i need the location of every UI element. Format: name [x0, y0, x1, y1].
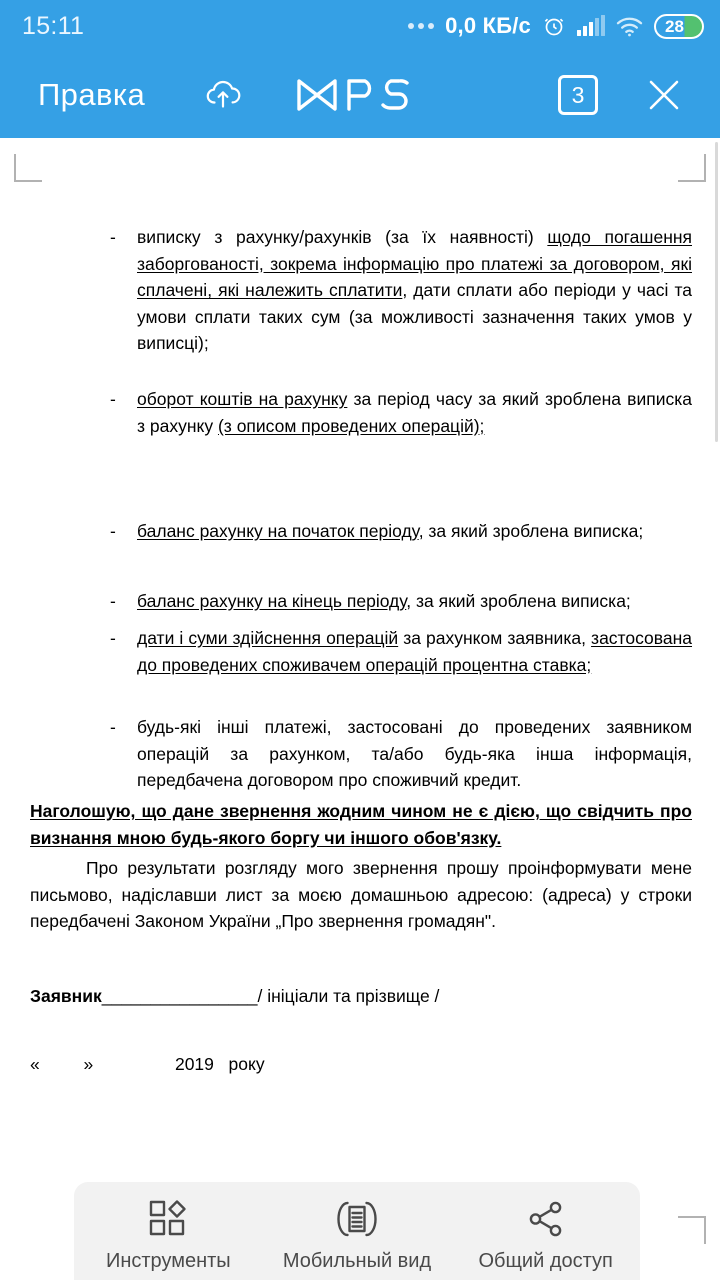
margin-corner-bottom-right — [678, 1216, 706, 1244]
share-icon — [526, 1197, 566, 1241]
list-item — [0, 714, 720, 794]
date-open-quote: « — [30, 1054, 40, 1074]
emphasis-paragraph: Наголошую, що дане звернення жодним чином не є дією, що свідчить про визнання мною будь-якого боргу чи іншого обов'язку. — [30, 801, 692, 848]
closing-paragraph: Про результати розгляду мого звернення прошу проінформувати мене письмово, надіславши лист за моєю домашньою адресою: (адреса) у строки передбачені Законом України „Про звернення громадян". — [30, 858, 692, 932]
list-item — [0, 386, 720, 439]
margin-corner-top-left — [14, 154, 42, 182]
date-close-quote: » — [83, 1054, 94, 1074]
app-toolbar — [0, 52, 720, 138]
bullet-marker: - — [110, 521, 116, 541]
battery-indicator — [654, 14, 704, 39]
bottom-item-mobile-view[interactable] — [263, 1197, 451, 1271]
cloud-upload-icon[interactable] — [201, 73, 245, 117]
cell-signal-icon — [577, 16, 605, 36]
wps-logo — [295, 74, 415, 116]
signature-label: Заявник — [30, 986, 102, 1006]
bullet-marker: - — [110, 389, 116, 409]
network-speed-label: 0,0 КБ/с — [445, 13, 531, 38]
margin-corner-top-right — [678, 154, 706, 182]
status-indicators — [408, 13, 704, 39]
signature-caption: / ініціали та прізвище / — [257, 986, 440, 1006]
bullet-text: оборот коштів на рахунку за період часу за який зроблена виписка з рахунку (з описом проведених операцій); — [137, 389, 692, 436]
date-year: 2019 — [174, 1054, 214, 1074]
list-item — [0, 518, 720, 545]
signature-line — [30, 983, 692, 1010]
bullet-text: будь-які інші платежі, застосовані до проведених заявником операцій за рахунком, та/або будь-яка інша інформація, передбачена договором про споживчий кредит. — [137, 717, 692, 791]
edit-mode-button[interactable]: Правка — [38, 77, 146, 112]
bottom-item-label: Мобильный вид — [282, 1250, 432, 1272]
signature-rule: ________________ — [101, 986, 258, 1006]
mobile-view-icon — [337, 1197, 377, 1241]
status-clock: 15:11 — [22, 11, 85, 40]
bullet-text: баланс рахунку на кінець періоду, за який зроблена виписка; — [137, 591, 631, 611]
battery-level-label: 28 — [665, 16, 684, 36]
date-year-word: року — [228, 1054, 265, 1074]
bottom-item-label: Инструменты — [105, 1250, 231, 1272]
date-line — [30, 1051, 692, 1078]
alarm-clock-icon — [542, 14, 566, 38]
list-item — [0, 588, 720, 615]
bottom-item-share[interactable] — [452, 1197, 640, 1271]
bullet-marker: - — [110, 227, 116, 247]
bottom-item-label: Общий доступ — [478, 1250, 613, 1272]
bullet-text: дати і суми здійснення операцій за рахунком заявника, застосована до проведених споживачем операцій процентна ставка; — [137, 628, 693, 675]
wifi-icon — [616, 16, 643, 37]
close-icon[interactable] — [642, 73, 686, 117]
tools-grid-icon — [148, 1197, 188, 1241]
document-page[interactable] — [0, 138, 720, 1280]
page-count-badge[interactable] — [558, 75, 598, 115]
bullet-marker: - — [110, 628, 116, 648]
list-item — [0, 625, 720, 678]
bullet-marker: - — [110, 717, 116, 737]
android-status-bar — [0, 0, 720, 52]
bottom-item-tools[interactable] — [74, 1197, 262, 1271]
list-item — [0, 224, 720, 357]
bottom-action-bar — [74, 1182, 640, 1280]
page-count-label: 3 — [571, 81, 585, 108]
bullet-text: баланс рахунку на початок періоду, за який зроблена виписка; — [137, 521, 644, 541]
bullet-marker: - — [110, 591, 116, 611]
bullet-text: виписку з рахунку/рахунків (за їх наявності) щодо погашення заборгованості, зокрема інформацію про платежі за договором, які сплачені, які належить сплатити, дати сплати або періоди у часі та умови сплати таких сум (за можливості зазначення таких умов у виписці); — [137, 227, 692, 354]
more-dots-icon — [408, 23, 434, 29]
